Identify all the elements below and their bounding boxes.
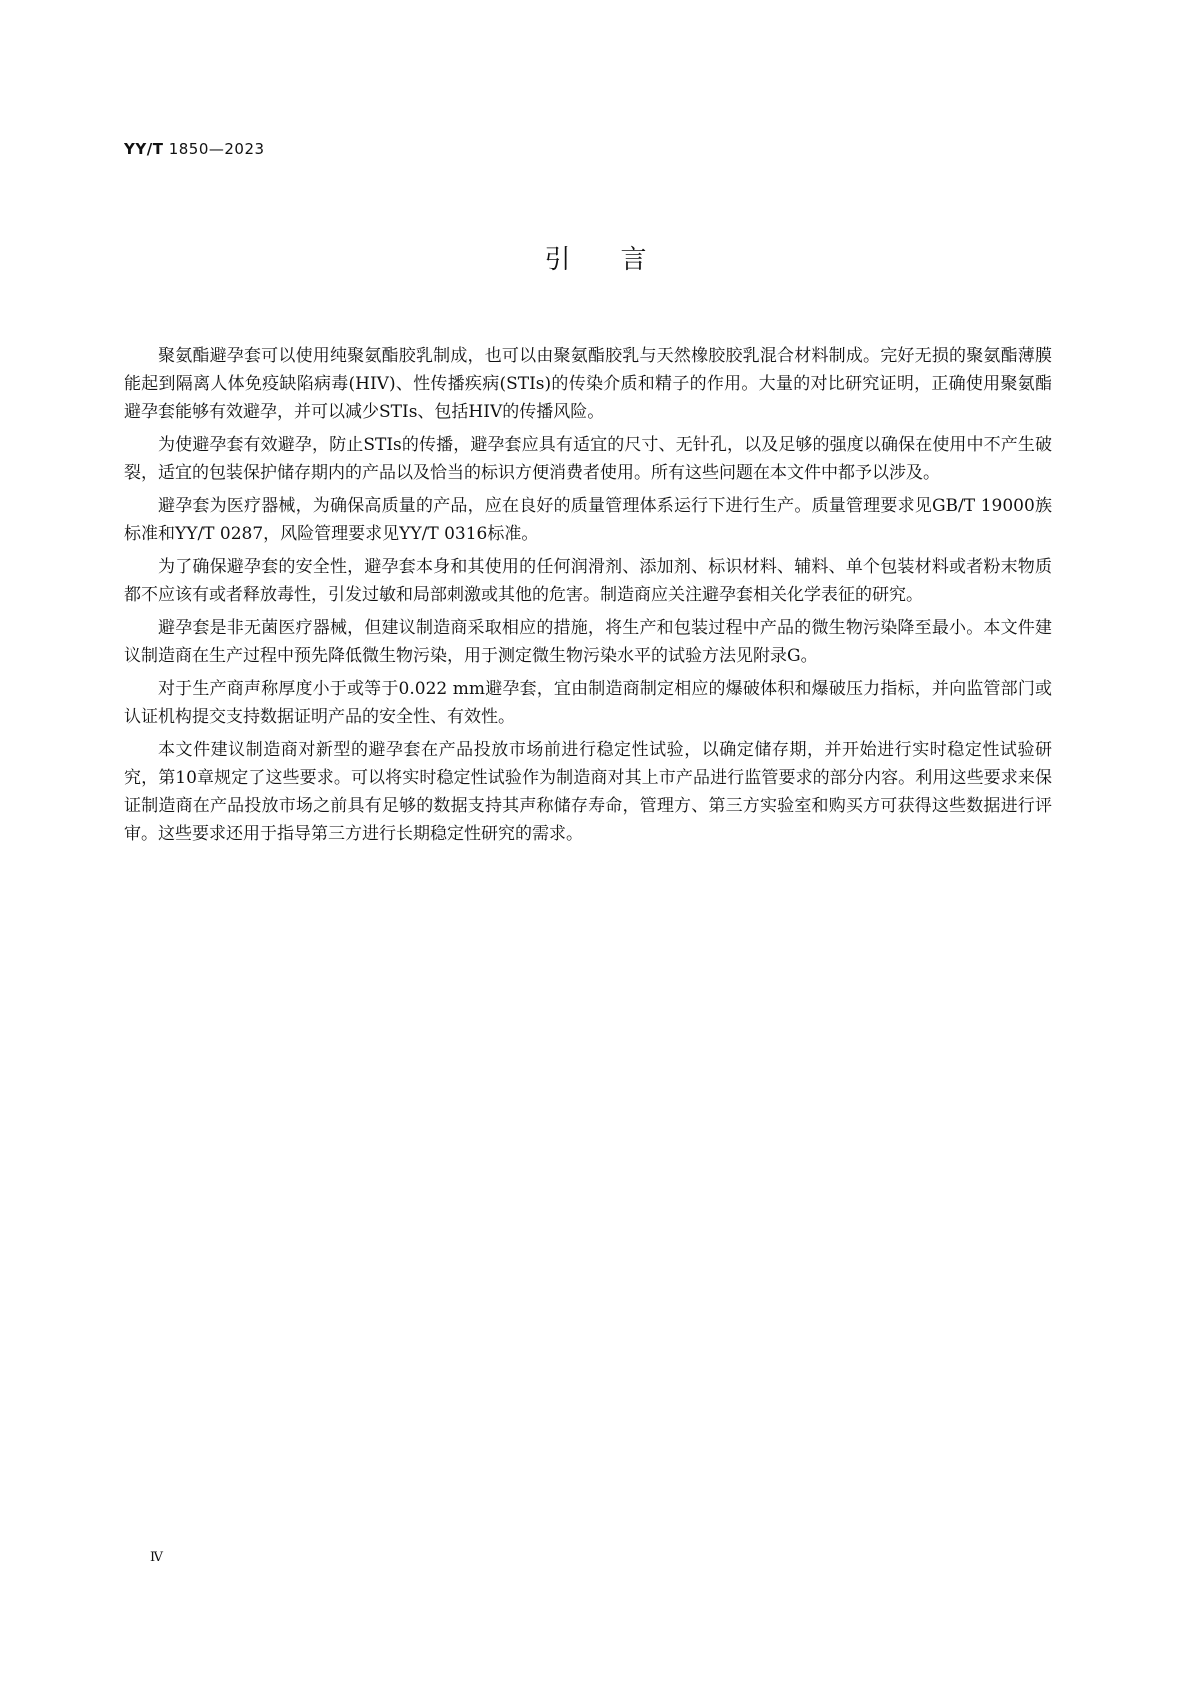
paragraph-3: 避孕套为医疗器械，为确保高质量的产品，应在良好的质量管理体系运行下进行生产。质量管理要求见GB/T 19000族标准和YY/T 0287，风险管理要求见YY/T 0316标准。 [124,496,1052,544]
paragraph-5: 避孕套是非无菌医疗器械，但建议制造商采取相应的措施，将生产和包装过程中产品的微生物污染降至最小。本文件建议制造商在生产过程中预先降低微生物污染，用于测定微生物污染水平的试验方法见附录G。 [124,618,1052,666]
page-number: Ⅳ [150,1550,163,1565]
paragraph-4: 为了确保避孕套的安全性，避孕套本身和其使用的任何润滑剂、添加剂、标识材料、辅料、单个包装材料或者粉末物质都不应该有或者释放毒性，引发过敏和局部刺激或其他的危害。制造商应关注避孕套相关化学表征的研究。 [124,557,1052,605]
paragraph-7: 本文件建议制造商对新型的避孕套在产品投放市场前进行稳定性试验，以确定储存期，并开始进行实时稳定性试验研究，第10章规定了这些要求。可以将实时稳定性试验作为制造商对其上市产品进行监管要求的部分内容。利用这些要求来保证制造商在产品投放市场之前具有足够的数据支持其声称储存寿命，管理方、第三方实验室和购买方可获得这些数据进行评审。这些要求还用于指导第三方进行长期稳定性研究的需求。 [124,740,1052,844]
document-header [124,140,265,158]
standard-number: 1850—2023 [168,140,265,158]
paragraph-1: 聚氨酯避孕套可以使用纯聚氨酯胶乳制成，也可以由聚氨酯胶乳与天然橡胶胶乳混合材料制成。完好无损的聚氨酯薄膜能起到隔离人体免疫缺陷病毒(HIV)、性传播疾病(STIs)的传染介质和精子的作用。大量的对比研究证明，正确使用聚氨酯避孕套能够有效避孕，并可以减少STIs、包括HIV的传播风险。 [124,346,1052,422]
standard-prefix: YY/T [124,140,164,158]
paragraph-6: 对于生产商声称厚度小于或等于0.022 mm避孕套，宜由制造商制定相应的爆破体积和爆破压力指标，并向监管部门或认证机构提交支持数据证明产品的安全性、有效性。 [124,679,1052,727]
paragraph-2: 为使避孕套有效避孕，防止STIs的传播，避孕套应具有适宜的尺寸、无针孔，以及足够的强度以确保在使用中不产生破裂，适宜的包装保护储存期内的产品以及恰当的标识方便消费者使用。所有这些问题在本文件中都予以涉及。 [124,435,1052,483]
introduction-body [124,342,1052,853]
page-title: 引言 [544,245,697,275]
